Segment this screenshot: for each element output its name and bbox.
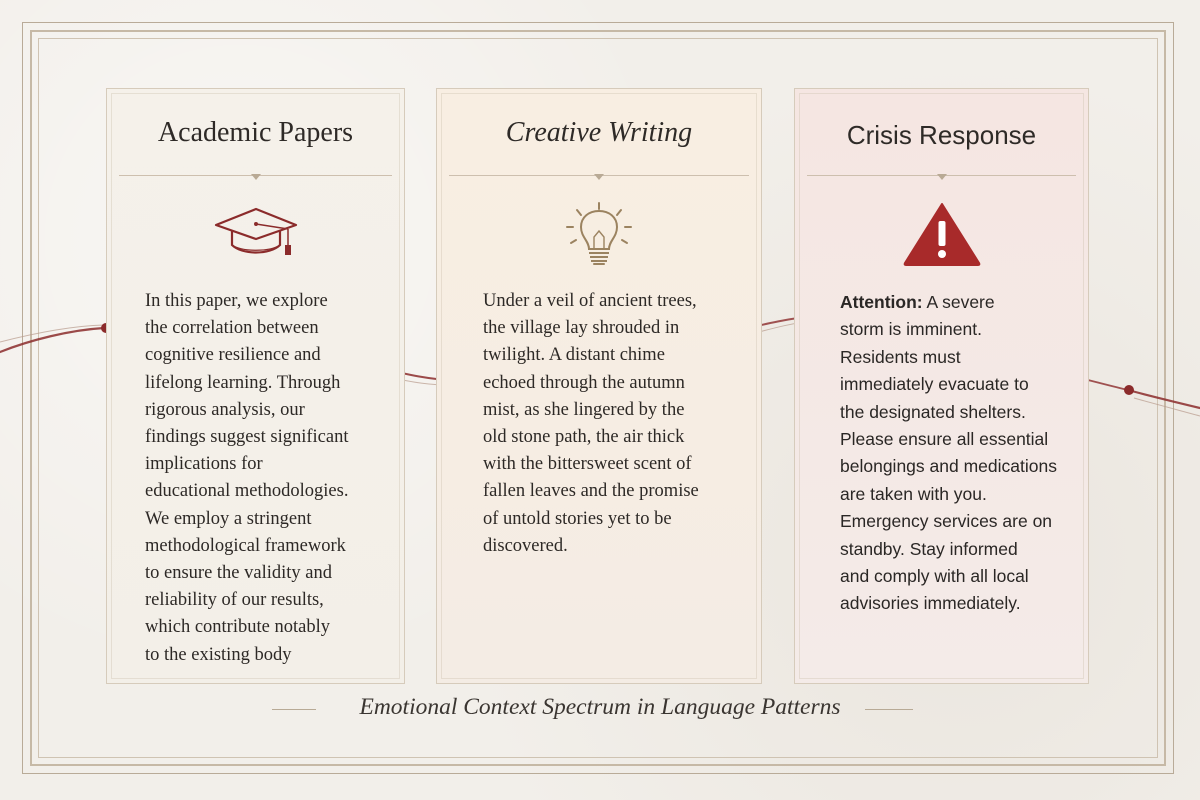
graduation-cap-icon	[212, 205, 300, 261]
flow-connector-right	[1080, 378, 1200, 416]
panel-body-text: In this paper, we explore the correlation between cognitive resilience and lifelong learning. Through rigorous analysis, our findings suggest significant implications for educational methodologies. We employ a stringent methodological framework to ensure the validity and reliability of our results, which contribute notably to the existing body	[145, 291, 349, 665]
caption-rule-right	[865, 709, 913, 710]
lightbulb-icon	[563, 201, 635, 269]
flow-node	[1124, 385, 1134, 395]
panel-academic-papers	[106, 88, 405, 684]
caption-row	[0, 694, 1200, 724]
panel-title: Academic Papers	[157, 117, 354, 148]
diagram-caption: Emotional Context Spectrum in Language Patterns	[359, 694, 841, 720]
panel-title: Creative Writing	[505, 117, 693, 148]
panel-divider	[449, 175, 749, 176]
panel-creative-writing	[436, 88, 762, 684]
panel-title: Crisis Response	[846, 120, 1037, 150]
panel-body-text: Under a veil of ancient trees, the village lay shrouded in twilight. A distant chime echoed through the autumn mist, as she lingered by the old stone path, the air thick with the bittersweet scent of fallen leaves and the promise of untold stories yet to be discovered.	[483, 291, 699, 556]
panel-divider	[807, 175, 1076, 176]
attention-label: Attention:	[840, 292, 923, 312]
crisis-message: A severe storm is imminent. Residents must immediately evacuate to the designated shelters. Please ensure all essential belongings and medications are taken with you. Emergency services are on standby. Stay informed and comply with all local advisories immediately.	[840, 292, 1057, 614]
panel-body-text	[840, 289, 1080, 618]
panel-divider	[119, 175, 392, 176]
panel-crisis-response	[794, 88, 1089, 684]
warning-triangle-icon	[902, 201, 982, 267]
